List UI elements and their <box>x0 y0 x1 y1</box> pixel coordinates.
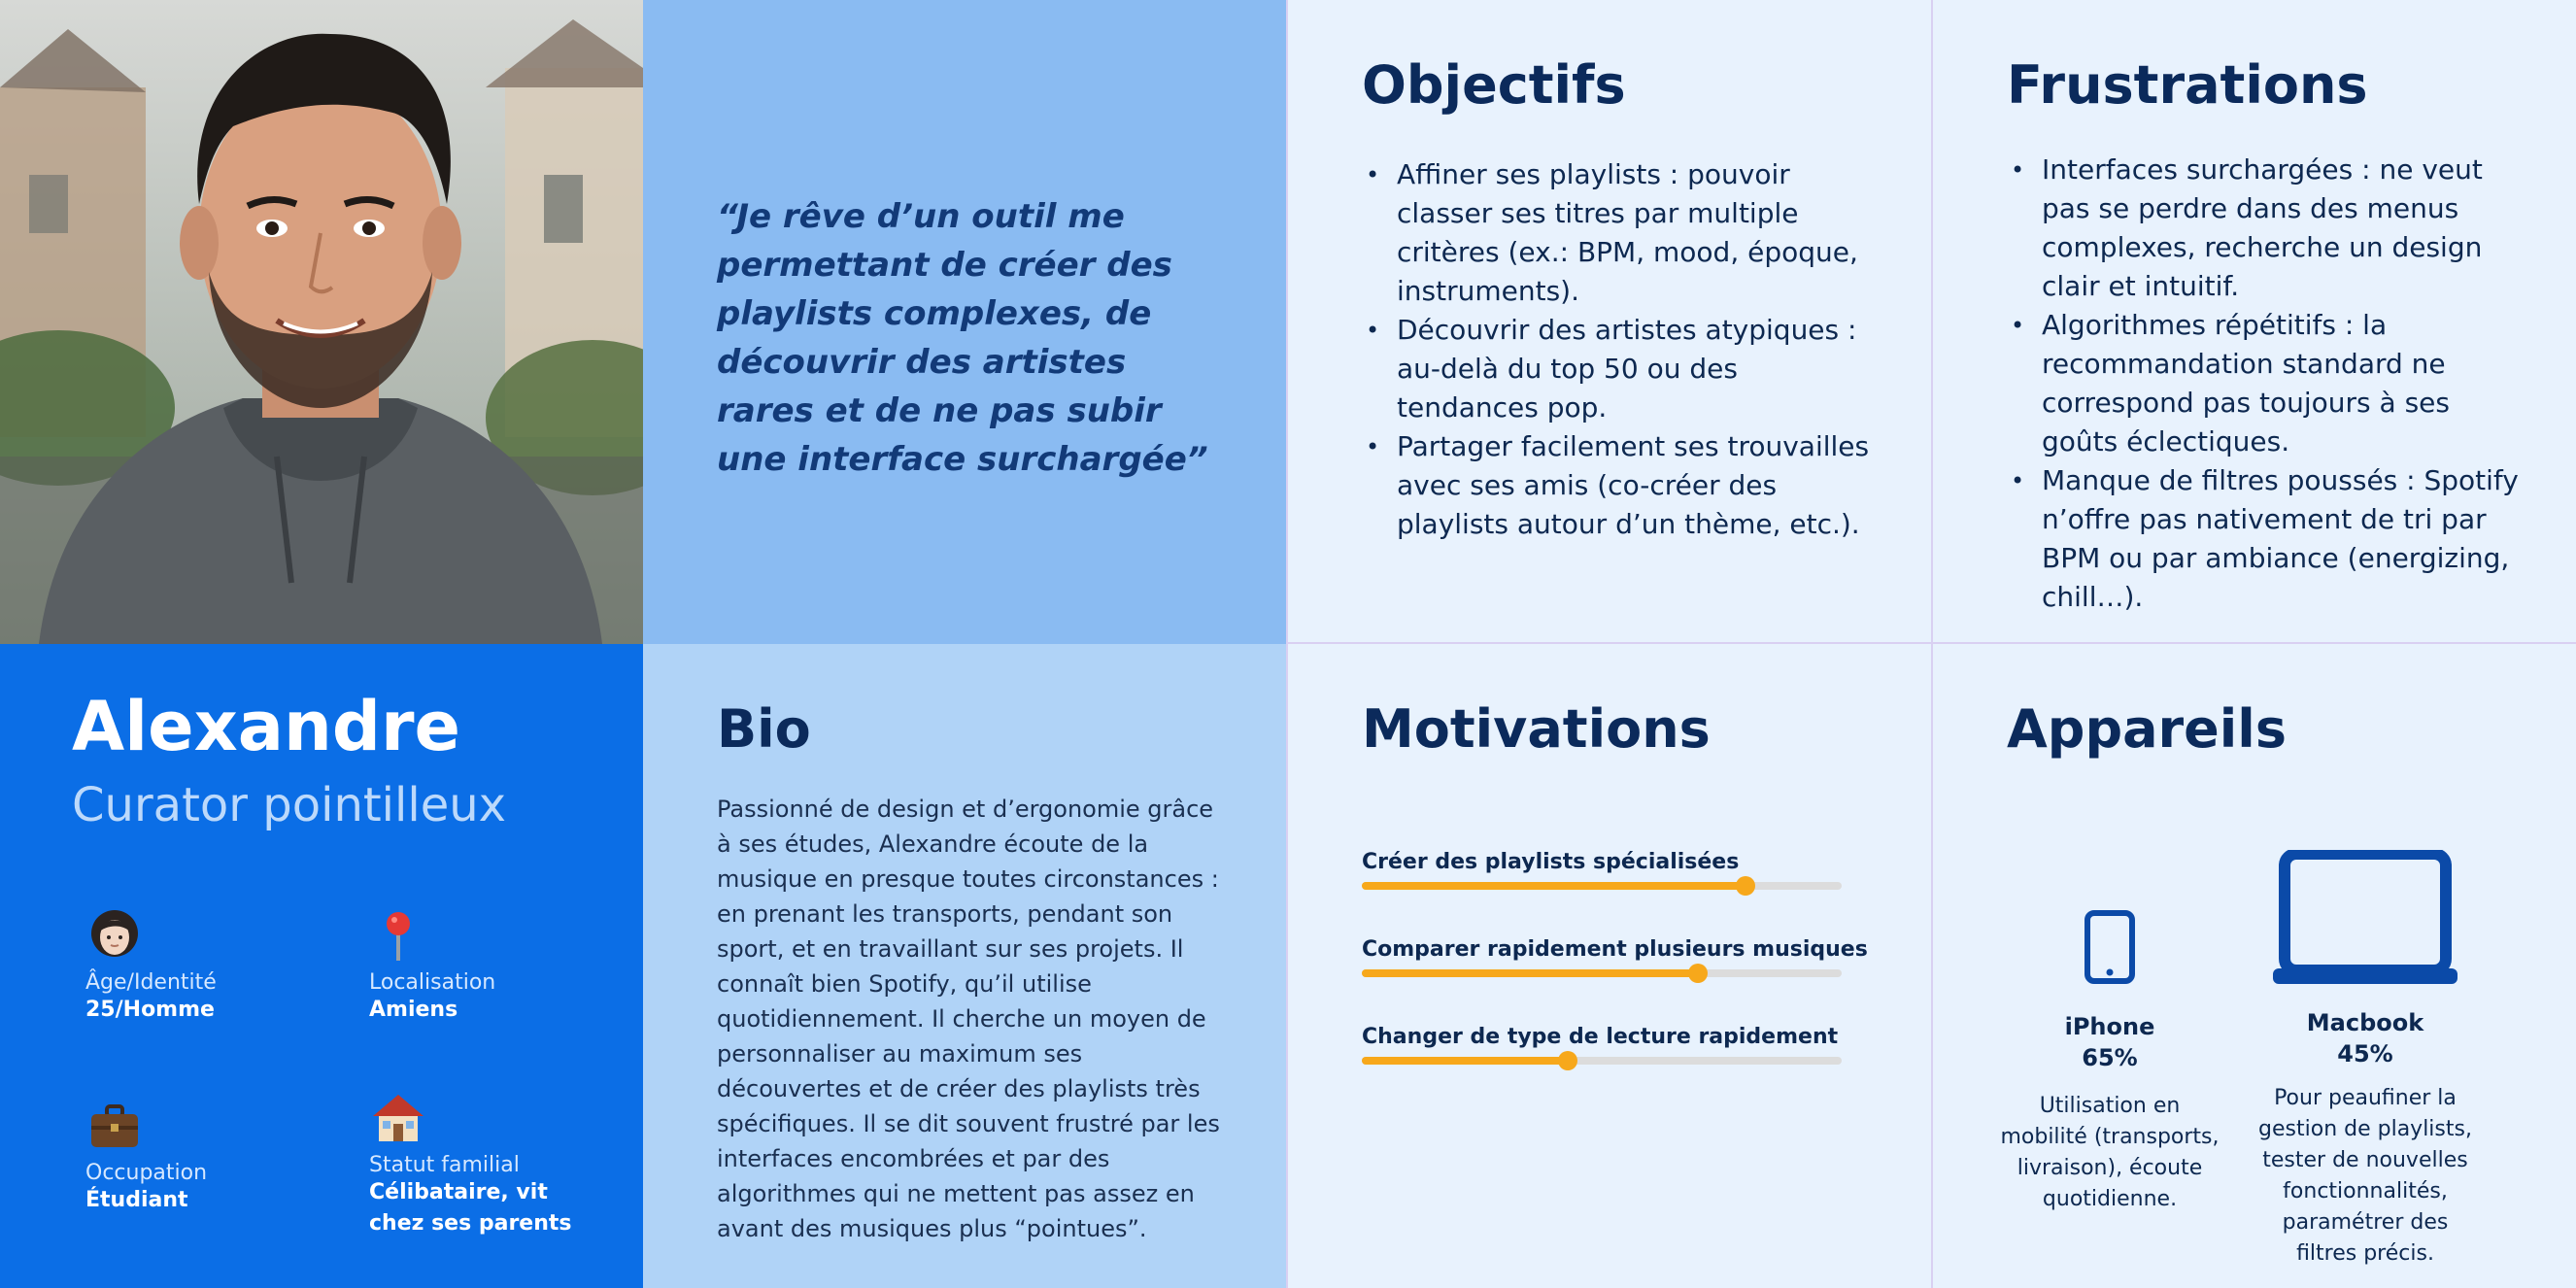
motivation-item <box>1362 850 1842 890</box>
motivation-knob <box>1558 1051 1577 1070</box>
info-occupation <box>85 1097 319 1216</box>
list-item: • Manque de filtres poussés : Spotify n’offre pas nativement de tri par BPM ou par ambiance (energizing, chill…). <box>2007 461 2531 617</box>
info-value: Célibataire, vit <box>369 1180 548 1204</box>
motivation-label: Comparer rapidement plusieurs musiques <box>1362 937 1868 962</box>
persona-photo <box>0 0 643 644</box>
persona-name: Alexandre <box>72 687 460 766</box>
device-percent: 45% <box>2337 1040 2393 1068</box>
motivation-fill <box>1362 969 1698 977</box>
house-icon <box>369 1089 602 1147</box>
list-item: • Algorithmes répétitifs : la recommandation standard ne correspond pas toujours à ses goûts éclectiques. <box>2007 306 2531 461</box>
info-value: chez ses parents <box>369 1211 572 1236</box>
phone-icon <box>1993 889 2226 986</box>
device-description: Utilisation en mobilité (transports, livraison), écoute quotidienne. <box>2000 1094 2220 1211</box>
identity-panel <box>0 644 643 1288</box>
device-macbook <box>2254 850 2477 1270</box>
bio-title: Bio <box>717 698 811 760</box>
info-value: 25/Homme <box>85 998 215 1022</box>
frustrations-list <box>2007 151 2531 617</box>
motivation-fill <box>1362 882 1746 890</box>
info-label: Âge/Identité <box>85 970 217 995</box>
info-family <box>369 1089 602 1239</box>
motivation-label: Changer de type de lecture rapidement <box>1362 1025 1839 1049</box>
list-item: • Partager facilement ses trouvailles avec ses amis (co-créer des playlists autour d’un thème, etc.). <box>1362 427 1886 544</box>
motivation-track <box>1362 969 1842 977</box>
list-item: • Interfaces surchargées : ne veut pas se perdre dans des menus complexes, recherche un design clair et intuitif. <box>2007 151 2531 306</box>
info-label: Occupation <box>85 1161 208 1185</box>
laptop-icon <box>2254 850 2477 986</box>
info-value: Étudiant <box>85 1188 188 1212</box>
objectifs-title: Objectifs <box>1362 54 1626 116</box>
motivation-knob <box>1688 964 1708 983</box>
motivations-panel <box>1286 644 1931 1288</box>
motivation-item <box>1362 1025 1842 1065</box>
motivations-title: Motivations <box>1362 698 1711 760</box>
motivation-knob <box>1736 876 1755 896</box>
quote-panel <box>643 0 1286 644</box>
objectifs-panel <box>1286 0 1931 644</box>
info-age <box>85 906 319 1026</box>
device-name: iPhone <box>2064 1013 2155 1040</box>
list-item: • Découvrir des artistes atypiques : au-delà du top 50 ou des tendances pop. <box>1362 311 1886 427</box>
device-description: Pour peaufiner la gestion de playlists, tester de nouvelles fonctionnalités, paramétrer des filtres précis. <box>2258 1086 2472 1266</box>
woman-icon <box>85 906 319 965</box>
list-item: • Affiner ses playlists : pouvoir classer ses titres par multiple critères (ex.: BPM, mood, époque, instruments). <box>1362 155 1886 311</box>
device-iphone <box>1993 889 2226 1215</box>
motivation-track <box>1362 882 1842 890</box>
frustrations-title: Frustrations <box>2007 54 2368 116</box>
motivation-track <box>1362 1057 1842 1065</box>
info-location <box>369 906 602 1026</box>
pin-icon <box>369 906 602 965</box>
motivation-item <box>1362 937 1868 977</box>
appareils-title: Appareils <box>2007 698 2287 760</box>
info-value: Amiens <box>369 998 458 1022</box>
portrait-illustration <box>0 0 643 644</box>
info-label: Localisation <box>369 970 496 995</box>
briefcase-icon <box>85 1097 319 1155</box>
objectifs-list <box>1362 155 1886 544</box>
info-label: Statut familial <box>369 1153 520 1177</box>
motivation-label: Créer des playlists spécialisées <box>1362 850 1740 874</box>
frustrations-panel <box>1931 0 2576 644</box>
device-name: Macbook <box>2306 1009 2424 1036</box>
motivation-fill <box>1362 1057 1568 1065</box>
device-percent: 65% <box>2082 1044 2138 1071</box>
bio-text: Passionné de design et d’ergonomie grâce à ses études, Alexandre écoute de la musique en presque toutes circonstances : en prenant les transports, pendant son sport, et en travaillant sur ses projets. Il connaît bien Spotify, qu’il utilise quotidiennement. Il cherche un moyen de personnaliser au maximum ses découvertes et de créer des playlists très spécifiques. Il se dit souvent frustré par les interfaces encombrées et par des algorithmes qui ne mettent pas assez en avant des musiques plus “pointues”. <box>717 796 1220 1242</box>
persona-quote: “Je rêve d’un outil me permettant de créer des playlists complexes, de découvrir des artistes rares et de ne pas subir une interface surchargée” <box>717 197 1208 479</box>
bio-panel <box>643 644 1286 1288</box>
persona-role: Curator pointilleux <box>72 778 507 832</box>
appareils-panel <box>1931 644 2576 1288</box>
